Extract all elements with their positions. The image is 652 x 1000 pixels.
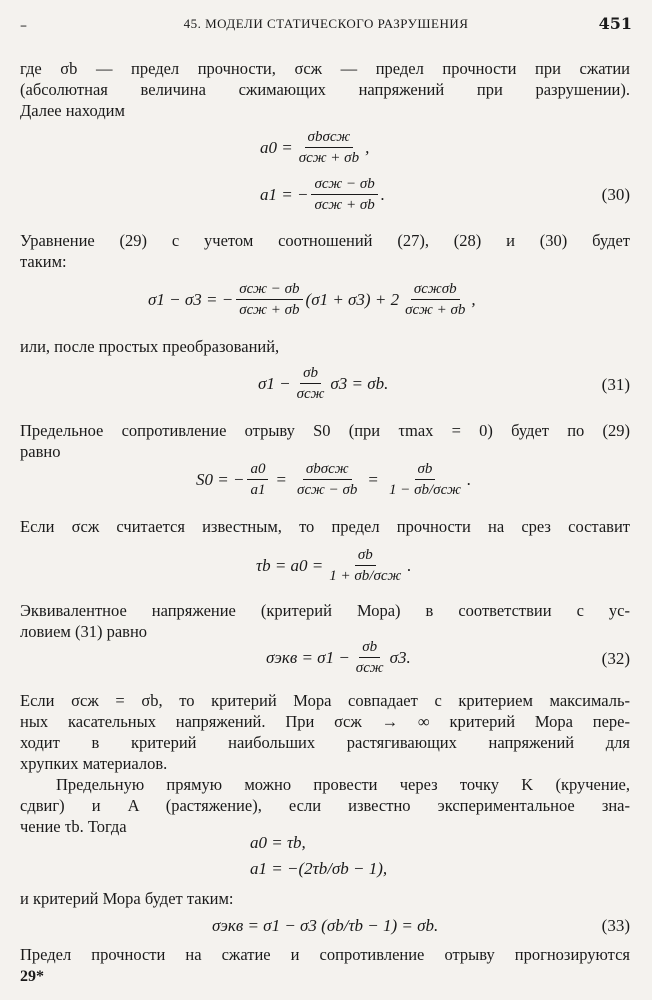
fraction [386, 460, 464, 499]
paragraph-8 [20, 774, 630, 837]
equation-body [250, 859, 387, 879]
equation-31 [20, 364, 630, 410]
denominator: σсж [355, 660, 384, 676]
equation-body [260, 175, 385, 214]
equation-number: (31) [601, 375, 630, 394]
equation-number: (33) [601, 916, 630, 935]
equation-a1 [20, 175, 630, 219]
eq-tail: . [407, 555, 412, 575]
numerator: σсжσb [411, 280, 460, 300]
denominator: σсж − σb [297, 482, 358, 498]
text-line: хрупких материалов. [20, 754, 168, 773]
denominator: σсж + σb [239, 302, 300, 318]
eq-lhs: a0 = [260, 137, 293, 157]
equation-body [258, 364, 388, 403]
numerator: σсж − σb [236, 280, 302, 300]
paragraph-4 [20, 420, 630, 462]
equation-33 [20, 916, 630, 940]
equation-main [20, 280, 630, 326]
fraction [236, 280, 302, 319]
denominator: 1 + σb/σсж [329, 568, 402, 584]
eq-tail: , [365, 137, 370, 157]
paragraph-10 [20, 944, 630, 965]
denominator: 1 − σb/σсж [388, 482, 461, 498]
numerator: σbσсж [305, 128, 354, 148]
text-line: таким: [20, 252, 67, 271]
equation-number: (30) [601, 185, 630, 204]
numerator: a0 [247, 460, 268, 480]
text-line: ловием (31) равно [20, 622, 148, 641]
eq-rhs: σ3 = σb. [330, 373, 389, 393]
text-line: Предельное сопротивление отрыву S0 (при τmax = 0) будет по (29) [20, 421, 630, 440]
eq-mid: (σ1 + σ3) + 2 [305, 289, 400, 309]
equation-body [196, 460, 471, 499]
equation-body [148, 280, 476, 319]
paragraph-3 [20, 336, 630, 357]
eq-tail: . [466, 469, 472, 489]
denominator: σсж + σb [298, 150, 360, 166]
paragraph-9 [20, 888, 630, 909]
running-header [20, 14, 632, 38]
eq-lhs: σэкв = σ1 − [266, 647, 350, 667]
eq-lhs: σ1 − σ3 = − [148, 289, 234, 309]
text-line: Эквивалентное напряжение (критерий Мора) в соответствии с ус- [20, 601, 630, 620]
equation-a0-tau [20, 833, 630, 857]
paragraph-7 [20, 690, 630, 774]
paragraph-1 [20, 58, 630, 121]
equation-body [212, 916, 438, 936]
fraction [296, 128, 362, 167]
text-line: Если σсж = σb, то критерий Мора совпадает с критерием максималь- [20, 691, 630, 710]
text-line: равно [20, 442, 61, 461]
fraction [247, 460, 268, 499]
paragraph-2 [20, 230, 630, 272]
fraction [294, 460, 360, 499]
fraction [294, 364, 328, 403]
fraction [402, 280, 468, 319]
equation-s0 [20, 460, 630, 506]
equation-body [256, 546, 412, 585]
text-line: Если σсж считается известным, то предел прочности на срез составит [20, 517, 630, 536]
header-dash: – [20, 18, 27, 34]
paragraph-6 [20, 600, 630, 642]
eq-text: a0 = τb, [250, 833, 306, 852]
eq-lhs: τb = a0 = [256, 555, 324, 575]
equation-body [266, 638, 411, 677]
denominator: σсж + σb [405, 302, 466, 318]
equation-body [260, 128, 369, 167]
text-line: и критерий Мора будет таким: [20, 889, 234, 908]
fraction [326, 546, 404, 585]
eq-text: a1 = −(2τb/σb − 1), [250, 859, 388, 878]
eq-sign: = [368, 469, 378, 489]
numerator: σb [359, 638, 380, 658]
paragraph-5 [20, 516, 630, 537]
text-line: (абсолютная величина сжимающих напряжений при разрушении). [20, 80, 630, 99]
text-line: где σb — предел прочности, σсж — предел прочности при сжатии [20, 59, 630, 78]
header-title: 45. МОДЕЛИ СТАТИЧЕСКОГО РАЗРУШЕНИЯ [183, 16, 469, 31]
text-line: чение τb. Тогда [20, 817, 127, 836]
equation-a0 [20, 128, 630, 172]
denominator: σсж [296, 386, 325, 402]
eq-sign: = [276, 469, 287, 489]
text-line: Предел прочности на сжатие и сопротивление отрыву прогнозируются [20, 945, 630, 964]
text-line: Предельную прямую можно провести через точку K (кручение, [56, 775, 630, 794]
equation-32 [20, 638, 630, 684]
numerator: σсж − σb [311, 175, 377, 195]
eq-lhs: σ1 − [258, 373, 291, 393]
numerator: σb [300, 364, 321, 384]
equation-tau [20, 546, 630, 592]
text-line: ных касательных напряжений. При σсж → ∞ критерий Мора пере- [20, 712, 630, 731]
signature-mark: 29* [20, 968, 44, 985]
text-line: ходит в критерий наибольших растягивающих напряжений для [20, 733, 630, 752]
eq-rhs: σ3. [389, 647, 411, 667]
eq-lhs: S0 = − [196, 469, 245, 489]
text-line: или, после простых преобразований, [20, 337, 280, 356]
numerator: σb [415, 460, 436, 480]
text-line: Далее находим [20, 101, 125, 120]
eq-tail: . [380, 184, 386, 204]
equation-number: (32) [601, 649, 630, 668]
denominator: σсж + σb [314, 197, 375, 213]
equation-body [250, 833, 306, 853]
denominator: a1 [250, 482, 266, 498]
page-number: 451 [598, 14, 632, 33]
equation-a1-tau [20, 859, 630, 883]
text-line: Уравнение (29) с учетом соотношений (27), (28) и (30) будет [20, 231, 630, 250]
numerator: σb [355, 546, 376, 566]
text-line: сдвиг) и A (растяжение), если известно экспериментальное зна- [20, 796, 630, 815]
numerator: σbσсж [303, 460, 352, 480]
fraction [353, 638, 387, 677]
eq-text: σэкв = σ1 − σ3 (σb/τb − 1) = σb. [212, 916, 439, 935]
eq-tail: , [471, 289, 476, 309]
eq-lhs: a1 = − [260, 184, 309, 204]
fraction [311, 175, 377, 214]
